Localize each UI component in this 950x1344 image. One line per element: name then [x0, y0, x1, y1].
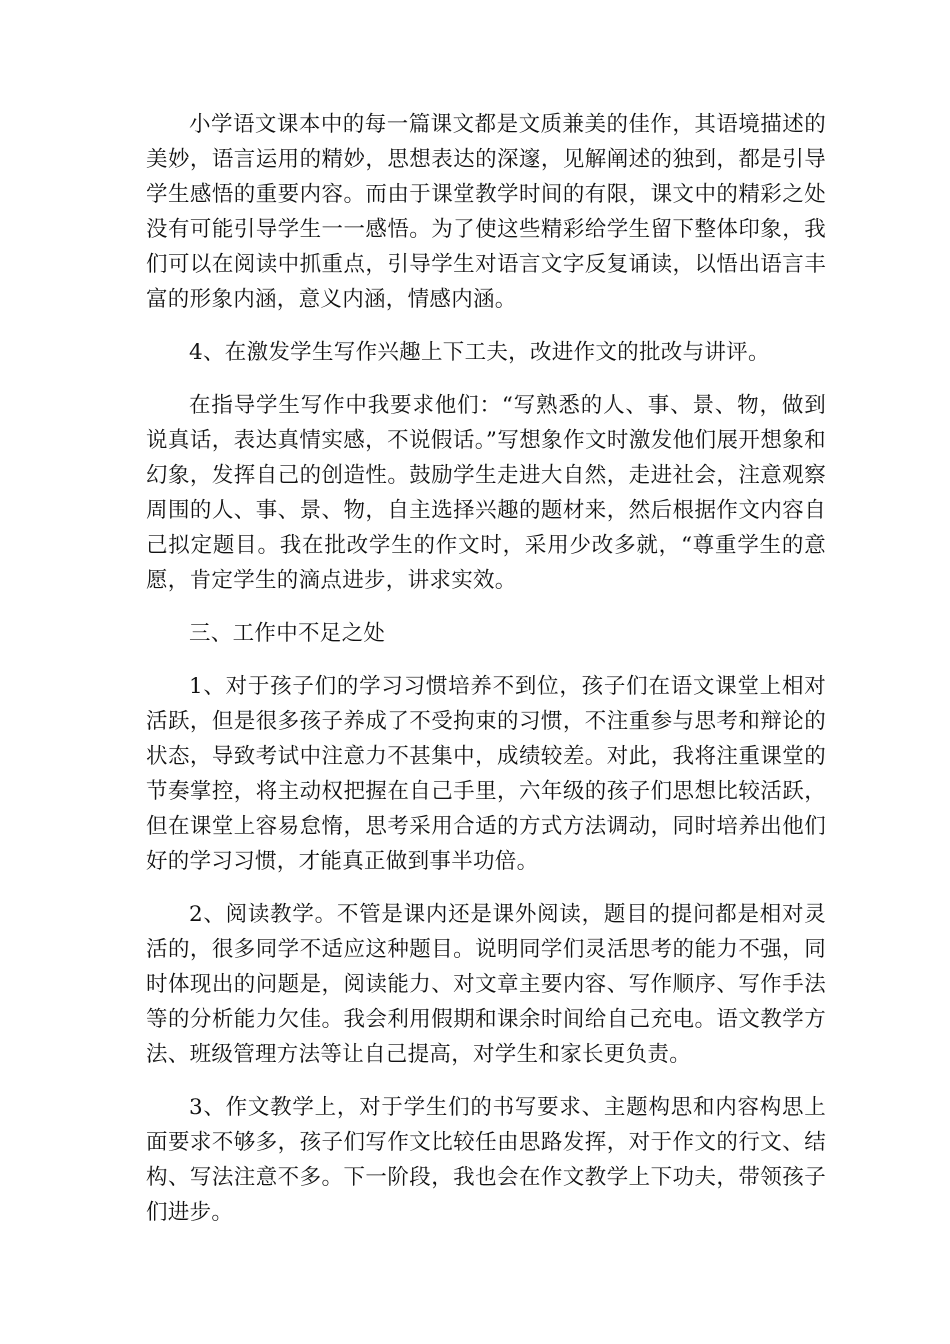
document-body [146, 107, 826, 1248]
paragraph-shortcoming-reading: 2、阅读教学。不管是课内还是课外阅读，题目的提问都是相对灵活的，很多同学不适应这种题目。说明同学们灵活思考的能力不强，同时体现出的问题是，阅读能力、对文章主要内容、写作顺序、写作手法等的分析能力欠佳。我会利用假期和课余时间给自己充电。语文教学方法、班级管理方法等让自己提高，对学生和家长更负责。 [146, 902, 826, 1067]
paragraph-writing-guidance: 在指导学生写作中我要求他们：“写熟悉的人、事、景、物，做到说真话，表达真情实感，不说假话。”写想象作文时激发他们展开想象和幻象，发挥自己的创造性。鼓励学生走进大自然，走进社会，注意观察周围的人、事、景、物，自主选择兴趣的题材来，然后根据作文内容自己拟定题目。我在批改学生的作文时，采用少改多就，“尊重学生的意愿，肯定学生的滴点进步，讲求实效。 [146, 393, 826, 593]
paragraph-writing-heading: 4、在激发学生写作兴趣上下工夫，改进作文的批改与讲评。 [189, 340, 770, 365]
paragraph-shortcoming-habits: 1、对于孩子们的学习习惯培养不到位，孩子们在语文课堂上相对活跃，但是很多孩子养成了不受拘束的习惯，不注重参与思考和辩论的状态，导致考试中注意力不甚集中，成绩较差。对此，我将注重课堂的节奏掌控，将主动权把握在自己手里，六年级的孩子们思想比较活跃，但在课堂上容易怠惰，思考采用合适的方式方法调动，同时培养出他们好的学习习惯，才能真正做到事半功倍。 [146, 674, 826, 874]
paragraph-reading-intro: 小学语文课本中的每一篇课文都是文质兼美的佳作，其语境描述的美妙，语言运用的精妙，思想表达的深邃，见解阐述的独到，都是引导学生感悟的重要内容。而由于课堂教学时间的有限，课文中的精彩之处没有可能引导学生一一感悟。为了使这些精彩给学生留下整体印象，我们可以在阅读中抓重点，引导学生对语言文字反复诵读，以悟出语言丰富的形象内涵，意义内涵，情感内涵。 [146, 112, 826, 312]
section-heading-shortcomings: 三、工作中不足之处 [189, 621, 386, 646]
paragraph-shortcoming-writing: 3、作文教学上，对于学生们的书写要求、主题构思和内容构思上面要求不够多，孩子们写作文比较任由思路发挥，对于作文的行文、结构、写法注意不多。下一阶段，我也会在作文教学上下功夫，带领孩子们进步。 [146, 1095, 826, 1225]
